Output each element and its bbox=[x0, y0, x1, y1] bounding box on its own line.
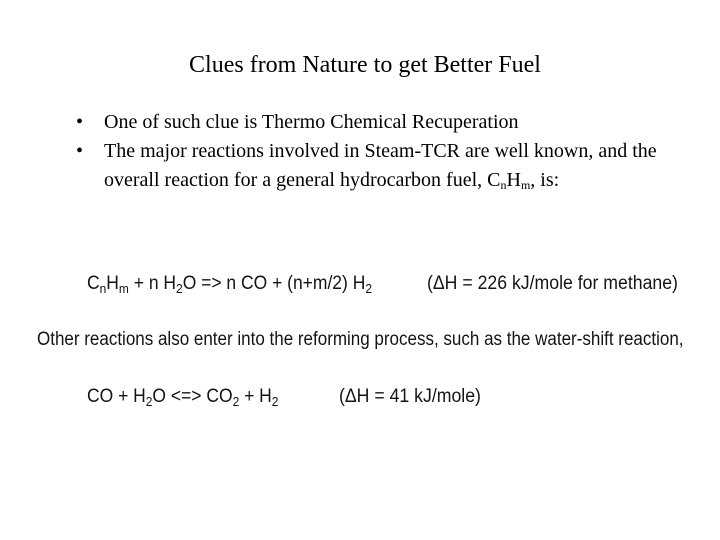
formula-carbon: C bbox=[487, 169, 501, 191]
bullet-list bbox=[74, 108, 694, 195]
water-shift-equation bbox=[87, 385, 278, 409]
bullet-dot-icon: • bbox=[76, 140, 84, 162]
bullet-item-steam-tcr bbox=[74, 137, 694, 195]
eq-hydrogen-subscript: m bbox=[118, 281, 129, 296]
eq-products: => n CO + (n+m/2) H bbox=[196, 273, 366, 294]
eq-plus-water: + n H bbox=[128, 273, 177, 294]
ws-h2-subscript: 2 bbox=[271, 394, 279, 409]
ws-co-plus-h: CO + H bbox=[87, 386, 146, 407]
water-shift-enthalpy: (ΔH = 41 kJ/mole) bbox=[339, 386, 481, 407]
ws-plus-h: + H bbox=[239, 386, 272, 407]
steam-reforming-equation bbox=[87, 272, 372, 296]
formula-carbon-subscript: n bbox=[500, 178, 507, 192]
other-reactions-text: Other reactions also enter into the reforming process, such as the water-shift reaction, bbox=[37, 329, 684, 350]
steam-reforming-enthalpy: (ΔH = 226 kJ/mole for methane) bbox=[427, 273, 678, 294]
ws-water-subscript: 2 bbox=[145, 394, 153, 409]
ws-co2-subscript: 2 bbox=[232, 394, 240, 409]
formula-hydrogen-subscript: m bbox=[520, 178, 531, 192]
bullet-text: The major reactions involved in Steam-TCR are well known, and the overall reaction for a general hydrocarbon fuel, bbox=[104, 140, 657, 191]
eq-water-oxygen: O bbox=[182, 273, 197, 294]
formula-hydrogen: H bbox=[506, 169, 521, 191]
bullet-text: One of such clue is Thermo Chemical Recuperation bbox=[104, 111, 519, 133]
bullet-dot-icon: • bbox=[76, 111, 84, 133]
bullet-text-end: , is: bbox=[530, 169, 560, 191]
hydrocarbon-formula bbox=[487, 169, 530, 191]
ws-arrow-co: O <=> CO bbox=[152, 386, 233, 407]
slide-title: Clues from Nature to get Better Fuel bbox=[189, 52, 541, 78]
eq-carbon-subscript: n bbox=[99, 281, 107, 296]
eq-hydrogen: H bbox=[106, 273, 119, 294]
eq-carbon: C bbox=[87, 273, 100, 294]
bullet-item-tcr-clue bbox=[74, 108, 694, 137]
eq-h2-subscript: 2 bbox=[365, 281, 372, 296]
eq-water-subscript: 2 bbox=[176, 281, 183, 296]
